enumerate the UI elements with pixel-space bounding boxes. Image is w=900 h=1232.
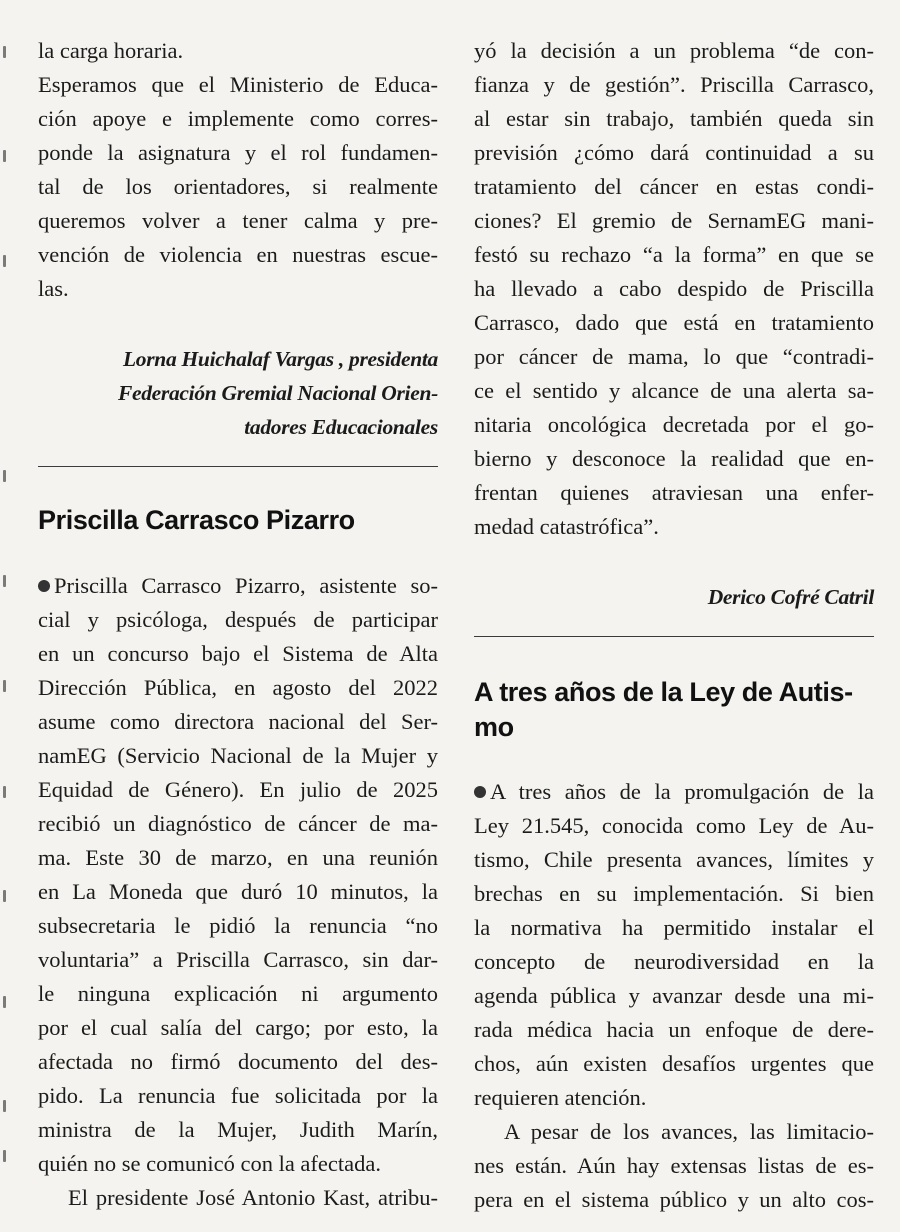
- text-line: al estar sin trabajo, también queda sin: [474, 106, 874, 131]
- text-line: tal de los orientadores, si realmente: [38, 174, 438, 199]
- bullet-icon: [38, 580, 50, 592]
- text-line: yó la decisión a un problema “de con-: [474, 38, 874, 63]
- text-line: fianza y de gestión”. Priscilla Carrasco,: [474, 72, 874, 97]
- text-line: por el cual salía del cargo; por esto, la: [38, 1015, 438, 1040]
- article-title-line: A tres años de la Ley de Autis-: [474, 677, 853, 707]
- text-line: Esperamos que el Ministerio de Educa-: [38, 72, 438, 97]
- text-line: [38, 569, 438, 603]
- text-line: tismo, Chile presenta avances, límites y: [474, 847, 874, 872]
- text-line: Dirección Pública, en agosto del 2022: [38, 675, 438, 700]
- text-line: medad catastrófica”.: [474, 514, 659, 539]
- text-line: concepto de neurodiversidad en la: [474, 949, 874, 974]
- text-line: ha llevado a cabo despido de Priscilla: [474, 276, 874, 301]
- text-line: tratamiento del cáncer en estas condi-: [474, 174, 874, 199]
- text-line: Equidad de Género). En julio de 2025: [38, 777, 438, 802]
- article-signature: Derico Cofré Catril: [707, 585, 874, 609]
- text-line: recibió un diagnóstico de cáncer de ma-: [38, 811, 438, 836]
- text-line: por cáncer de mama, lo que “contradi-: [474, 344, 874, 369]
- text-line: agenda pública y avanzar desde una mi-: [474, 983, 874, 1008]
- bullet-icon: [474, 786, 486, 798]
- continued-article-text: [474, 34, 874, 544]
- text-line: Carrasco, dado que está en tratamiento: [474, 310, 874, 335]
- page-edge-marks: [0, 0, 12, 1232]
- text-line: la carga horaria.: [38, 38, 184, 63]
- text-line: la normativa ha permitido instalar el: [474, 915, 874, 940]
- text-line: ción apoye e implemente como corres-: [38, 106, 438, 131]
- text-line: previsión ¿cómo dará continuidad a su: [474, 140, 874, 165]
- text-line: ministra de la Mujer, Judith Marín,: [38, 1117, 438, 1142]
- text-line: en un concurso bajo el Sistema de Alta: [38, 641, 438, 666]
- text-line: A pesar de los avances, las limitacio-: [504, 1119, 874, 1144]
- text-line-content: A tres años de la promulgación de la: [490, 779, 874, 804]
- left-column: [38, 34, 438, 1215]
- article-body: [38, 569, 438, 1215]
- signature-line: Lorna Huichalaf Vargas , presidenta: [122, 347, 438, 371]
- text-line: Ley 21.545, conocida como Ley de Au-: [474, 813, 874, 838]
- text-line: nes están. Aún hay extensas listas de es-: [474, 1153, 874, 1178]
- article-title-line: mo: [474, 712, 514, 742]
- text-line: nitaria oncológica decretada por el go-: [474, 412, 874, 437]
- text-line: bierno y desconoce la realidad que en-: [474, 446, 874, 471]
- text-line: frentan quienes atraviesan una enfer-: [474, 480, 874, 505]
- text-line: requieren atención.: [474, 1085, 647, 1110]
- text-line: namEG (Servicio Nacional de la Mujer y: [38, 743, 438, 768]
- text-line: subsecretaria le pidió la renuncia “no: [38, 913, 438, 938]
- text-line: en La Moneda que duró 10 minutos, la: [38, 879, 438, 904]
- text-line: pido. La renuncia fue solicitada por la: [38, 1083, 438, 1108]
- text-line: cial y psicóloga, después de participar: [38, 607, 438, 632]
- text-line: [474, 775, 874, 809]
- text-line: queremos volver a tener calma y pre-: [38, 208, 438, 233]
- text-line: rada médica hacia un enfoque de dere-: [474, 1017, 874, 1042]
- article-body: [474, 775, 874, 1217]
- text-line-content: Priscilla Carrasco Pizarro, asistente so-: [54, 573, 438, 598]
- article-title: [474, 675, 874, 745]
- text-line: pera en el sistema público y un alto cos-: [474, 1187, 874, 1212]
- text-line: quién no se comunicó con la afectada.: [38, 1151, 381, 1176]
- text-line: asume como directora nacional del Ser-: [38, 709, 438, 734]
- text-line: festó su rechazo “a la forma” en que se: [474, 242, 874, 267]
- article-title: Priscilla Carrasco Pizarro: [38, 505, 355, 535]
- text-line: le ninguna explicación ni argumento: [38, 981, 438, 1006]
- letter-text: [38, 34, 438, 306]
- text-line: ciones? El gremio de SernamEG mani-: [474, 208, 874, 233]
- letter-signature: [38, 342, 438, 444]
- text-line: las.: [38, 276, 69, 301]
- text-line: chos, aún existen desafíos urgentes que: [474, 1051, 874, 1076]
- text-line: afectada no firmó documento del des-: [38, 1049, 438, 1074]
- right-column: [474, 34, 874, 1217]
- text-line: ma. Este 30 de marzo, en una reunión: [38, 845, 438, 870]
- text-line: voluntaria” a Priscilla Carrasco, sin dar-: [38, 947, 438, 972]
- text-line: brechas en su implementación. Si bien: [474, 881, 874, 906]
- text-line: ce el sentido y alcance de una alerta sa-: [474, 378, 874, 403]
- signature-line: tadores Educacionales: [244, 415, 438, 439]
- text-line: ponde la asignatura y el rol fundamen-: [38, 140, 438, 165]
- text-line: vención de violencia en nuestras escue-: [38, 242, 438, 267]
- signature-line: Federación Gremial Nacional Orien-: [117, 381, 438, 405]
- text-line: El presidente José Antonio Kast, atribu-: [68, 1185, 438, 1210]
